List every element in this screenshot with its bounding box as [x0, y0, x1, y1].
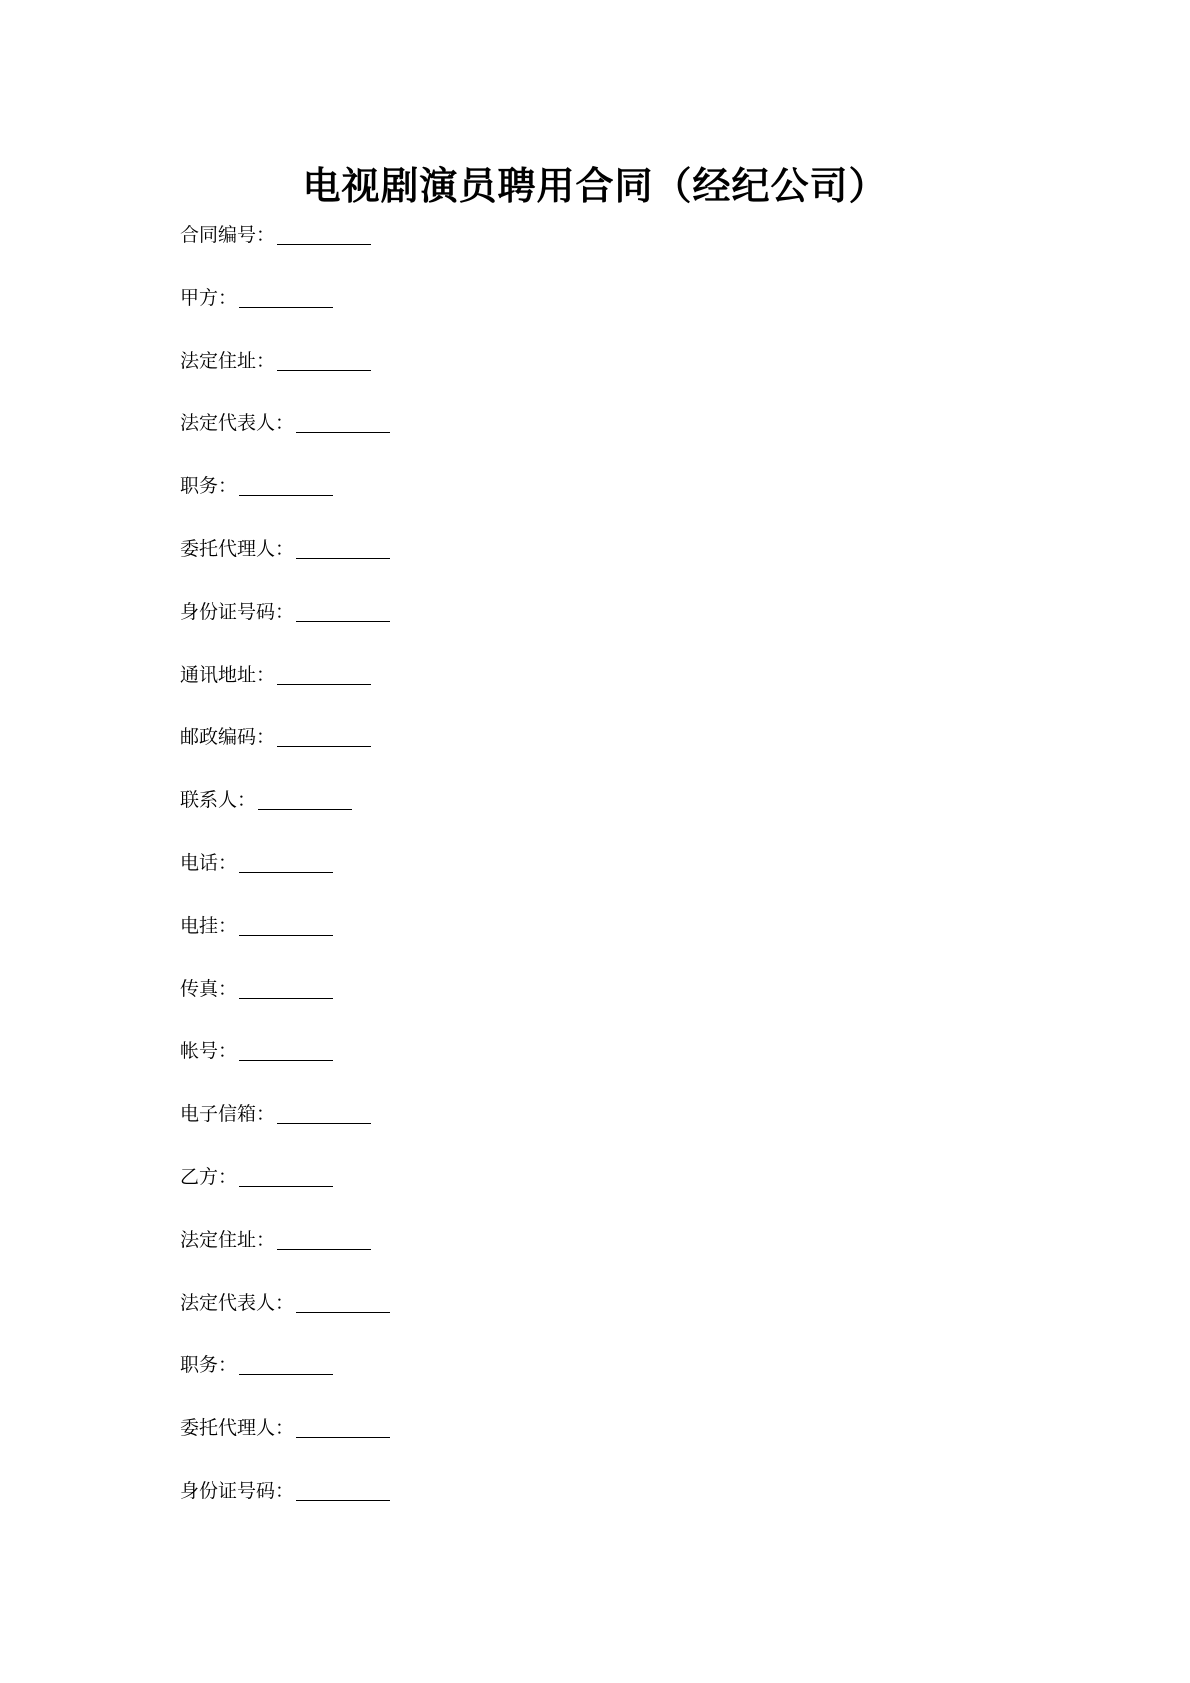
fill-in-blank[interactable] [239, 1164, 333, 1187]
fill-in-blank[interactable] [277, 662, 371, 685]
field-label: 法定住址： [180, 1228, 276, 1251]
field-contract-number [180, 222, 1080, 285]
fill-in-blank[interactable] [258, 787, 352, 810]
fill-in-blank[interactable] [296, 410, 390, 433]
field-label: 通讯地址： [180, 663, 276, 686]
fill-in-blank[interactable] [239, 1038, 333, 1061]
field-label: 电挂： [180, 914, 238, 937]
field-label: 邮政编码： [180, 726, 276, 749]
field-label: 电子信箱： [180, 1103, 276, 1126]
fill-in-blank[interactable] [239, 473, 333, 496]
field-label: 电话： [180, 851, 238, 874]
field-party-a-legal-representative [180, 410, 1080, 473]
fill-in-blank[interactable] [239, 1352, 333, 1375]
field-label: 甲方： [180, 286, 238, 309]
fill-in-blank[interactable] [239, 850, 333, 873]
fill-in-blank[interactable] [296, 599, 390, 622]
field-party-a-id-number [180, 599, 1080, 662]
fill-in-blank[interactable] [239, 285, 333, 308]
field-label: 帐号： [180, 1040, 238, 1063]
field-label: 职务： [180, 475, 238, 498]
field-party-a-legal-address [180, 348, 1080, 411]
field-label: 委托代理人： [180, 537, 295, 560]
field-party-b [180, 1164, 1080, 1227]
fill-in-blank[interactable] [277, 222, 371, 245]
field-party-a-position [180, 473, 1080, 536]
field-label: 委托代理人： [180, 1417, 295, 1440]
field-fax [180, 976, 1080, 1039]
field-label: 职务： [180, 1354, 238, 1377]
fill-in-blank[interactable] [277, 724, 371, 747]
field-party-b-id-number [180, 1478, 1080, 1541]
field-telegraph [180, 913, 1080, 976]
field-party-a [180, 285, 1080, 348]
field-label: 法定代表人： [180, 412, 295, 435]
field-account-number [180, 1038, 1080, 1101]
field-party-a-agent [180, 536, 1080, 599]
fill-in-blank[interactable] [239, 913, 333, 936]
field-label: 法定住址： [180, 349, 276, 372]
field-label: 联系人： [180, 789, 257, 812]
fill-in-blank[interactable] [277, 1227, 371, 1250]
field-label: 身份证号码： [180, 600, 295, 623]
fill-in-blank[interactable] [239, 976, 333, 999]
field-label: 乙方： [180, 1165, 238, 1188]
document-title: 电视剧演员聘用合同（经纪公司） [302, 163, 888, 208]
field-email [180, 1101, 1080, 1164]
field-label: 身份证号码： [180, 1479, 295, 1502]
field-party-b-legal-address [180, 1227, 1080, 1290]
fill-in-blank[interactable] [296, 1290, 390, 1313]
contract-fields [180, 222, 1080, 1541]
fill-in-blank[interactable] [296, 1415, 390, 1438]
field-label: 法定代表人： [180, 1291, 295, 1314]
field-label: 合同编号： [180, 224, 276, 246]
field-mailing-address [180, 662, 1080, 725]
field-party-b-position [180, 1352, 1080, 1415]
field-label: 传真： [180, 977, 238, 1000]
field-party-b-legal-representative [180, 1290, 1080, 1353]
field-party-b-agent [180, 1415, 1080, 1478]
field-postal-code [180, 724, 1080, 787]
field-phone [180, 850, 1080, 913]
field-contact-person [180, 787, 1080, 850]
fill-in-blank[interactable] [277, 1101, 371, 1124]
fill-in-blank[interactable] [296, 536, 390, 559]
fill-in-blank[interactable] [296, 1478, 390, 1501]
fill-in-blank[interactable] [277, 348, 371, 371]
